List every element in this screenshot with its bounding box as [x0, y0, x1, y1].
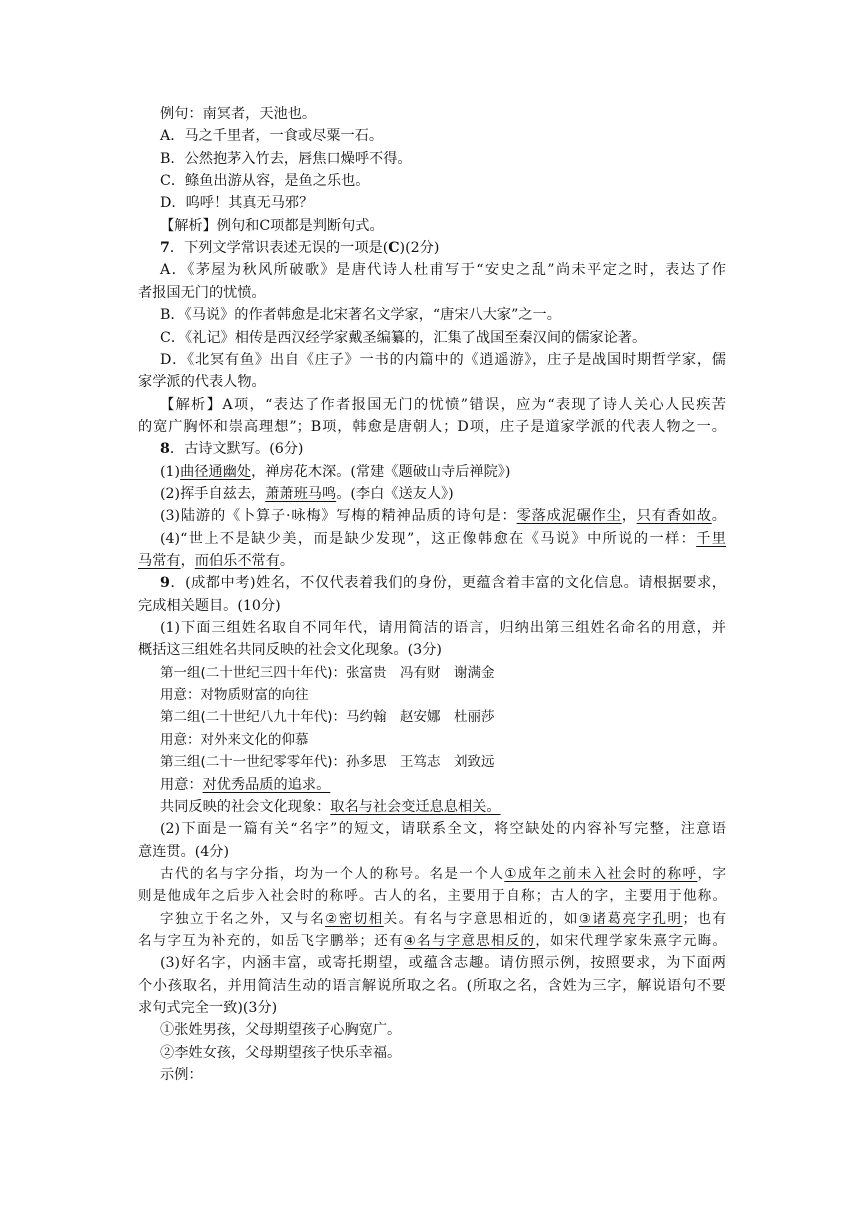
- text-line: [138, 282, 726, 304]
- text-line: [160, 125, 726, 147]
- text-segment: 则是他成年之后步入社会时的称呼。古人的名，主要用于自称；古人的字，主要用于他称。: [138, 888, 726, 905]
- text-line: [160, 148, 726, 170]
- text-line: [160, 483, 726, 505]
- text-segment: 个小孩取名，并用简洁生动的语言解说所取之名。(所取之名，含姓为三字，解说语句不要: [138, 977, 726, 994]
- text-line: [138, 841, 726, 863]
- text-line: [160, 103, 726, 125]
- text-line: [160, 259, 726, 281]
- text-line: [160, 1064, 726, 1086]
- text-line: [160, 796, 726, 818]
- text-line: [160, 215, 726, 237]
- text-segment: ，禅房花木深。(常建《题破山寺后禅院》): [251, 463, 511, 480]
- text-segment: ①张姓男孩，父母期望孩子心胸宽广。: [160, 1022, 402, 1039]
- text-segment: 概括这三组姓名共同反映的社会文化现象。(3分): [138, 642, 442, 659]
- text-segment: 家学派的代表人物。: [138, 374, 266, 391]
- text-segment: 9: [160, 575, 170, 592]
- text-line: [138, 371, 726, 393]
- text-line: [138, 550, 726, 572]
- text-segment: C．鲦鱼出游从容，是鱼之乐也。: [160, 173, 370, 190]
- text-segment: 例句：南冥者，天池也。: [160, 106, 317, 122]
- text-segment: 。: [711, 508, 726, 525]
- text-line: [138, 997, 726, 1019]
- text-segment: ，: [180, 553, 195, 569]
- text-line: [160, 304, 726, 326]
- text-line: [160, 1019, 726, 1041]
- text-segment: 。: [279, 553, 295, 569]
- text-line: [138, 975, 726, 997]
- answer-text: 零落成泥碾作尘: [516, 508, 622, 525]
- text-segment: ．(成都中考)姓名，不仅代表着我们的身份，更蕴含着丰富的文化信息。请根据要求，: [169, 575, 726, 592]
- text-segment: ．古诗文默写。(6分): [169, 441, 304, 458]
- answer-text: 萧萧班马鸣: [265, 485, 337, 502]
- text-segment: 古代的名与字分指，均为一个人的称号。名是一个人: [160, 865, 505, 882]
- text-segment: A．《茅屋为秋风所破歌》是唐代诗人杜甫写于“安史之乱”尚未平定之时，表达了作: [160, 262, 726, 279]
- text-line: [138, 639, 726, 661]
- text-line: [160, 461, 726, 483]
- text-line: [160, 617, 726, 639]
- text-line: [160, 774, 726, 796]
- text-segment: )(2分): [399, 240, 440, 257]
- text-line: [160, 237, 726, 259]
- text-line: [160, 818, 726, 840]
- answer-text: ②密切相: [325, 910, 384, 927]
- text-segment: D．呜呼！其真无马邪？: [160, 195, 314, 212]
- text-line: [138, 416, 726, 438]
- answer-text: 而伯乐不常有: [194, 553, 280, 569]
- text-line: [160, 729, 726, 751]
- text-segment: (1): [160, 463, 181, 480]
- text-line: [160, 572, 726, 594]
- text-line: [160, 952, 726, 974]
- answer-text: ④名与字意思相反的: [403, 932, 536, 949]
- text-segment: 共同反映的社会文化现象：: [160, 798, 331, 815]
- text-segment: 关。有名与字意思相近的，如: [383, 910, 579, 927]
- text-segment: ；也有: [682, 910, 727, 927]
- answer-text: ③诸葛亮字孔明: [578, 910, 683, 927]
- text-line: [160, 349, 726, 371]
- text-segment: 【解析】例句和C项都是判断句式。: [160, 217, 384, 234]
- text-segment: 第三组(二十一世纪零零年代)：孙多思 王笃志 刘致远: [160, 754, 495, 771]
- answer-text: 千里: [696, 530, 726, 547]
- text-segment: 用意：对物质财富的向往: [160, 687, 309, 704]
- text-line: [160, 438, 726, 460]
- text-segment: A．马之千里者，一食或尽粟一石。: [160, 128, 384, 145]
- text-line: [138, 885, 726, 907]
- text-line: [138, 595, 726, 617]
- answer-text: 只有香如故: [636, 508, 712, 525]
- text-segment: 意连贯。(4分): [138, 843, 230, 860]
- text-segment: ．下列文学常识表述无误的一项是(: [169, 240, 389, 257]
- text-line: [160, 662, 726, 684]
- text-segment: ②李姓女孩，父母期望孩子快乐幸福。: [160, 1044, 402, 1061]
- text-segment: B．公然抱茅入竹去，唇焦口燥呼不得。: [160, 150, 412, 167]
- answer-text: 马常有: [138, 553, 181, 569]
- text-segment: (3)好名字，内涵丰富，或寄托期望，或蕴含志趣。请仿照示例，按照要求，为下面两: [160, 955, 726, 972]
- text-line: [160, 528, 726, 550]
- text-segment: 8: [160, 441, 170, 458]
- text-line: [160, 327, 726, 349]
- text-segment: D．《北冥有鱼》出自《庄子》一书的内篇中的《逍遥游》，庄子是战国时期哲学家，儒: [160, 351, 726, 368]
- text-segment: 【解析】A项，“表达了作者报国无门的忧愤”错误，应为“表现了诗人关心人民疾苦: [160, 396, 726, 413]
- text-segment: 第一组(二十世纪三四十年代)：张富贵 冯有财 谢满金: [160, 664, 495, 681]
- text-line: [160, 863, 726, 885]
- text-segment: B．《马说》的作者韩愈是北宋著名文学家，“唐宋八大家”之一。: [160, 307, 561, 324]
- text-line: [160, 394, 726, 416]
- text-line: [160, 908, 726, 930]
- text-segment: 字独立于名之外，又与名: [160, 910, 326, 927]
- text-segment: (1)下面三组姓名取自不同年代，请用简洁的语言，归纳出第三组姓名命名的用意，并: [160, 620, 726, 637]
- text-line: [160, 192, 726, 214]
- text-segment: ，字: [697, 865, 727, 882]
- text-segment: 的宽广胸怀和崇高理想”；B项，韩愈是唐朝人；D项，庄子是道家学派的代表人物之一。: [138, 418, 726, 435]
- text-segment: 求句式完全一致)(3分): [138, 1000, 278, 1016]
- text-segment: (3)陆游的《卜算子·咏梅》写梅的精神品质的诗句是：: [160, 508, 517, 525]
- text-segment: ，: [621, 508, 637, 525]
- text-line: [160, 684, 726, 706]
- text-segment: (4)“世上不是缺少美，而是缺少发现”，这正像韩愈在《马说》中所说的一样：: [160, 530, 697, 547]
- text-line: [160, 505, 726, 527]
- text-segment: 完成相关题目。(10分): [138, 597, 281, 614]
- text-line: [160, 706, 726, 728]
- text-segment: C．《礼记》相传是西汉经学家戴圣编纂的，汇集了战国至秦汉间的儒家论著。: [160, 329, 647, 346]
- text-segment: (2)挥手自兹去，: [160, 485, 266, 502]
- text-segment: 第二组(二十世纪八九十年代)：马约翰 赵安娜 杜丽莎: [160, 709, 495, 726]
- answer-text: 对优秀品质的追求。: [202, 776, 331, 793]
- text-segment: 者报国无门的忧愤。: [138, 284, 266, 301]
- text-segment: 名与字互为补充的，如岳飞字鹏举；还有: [138, 932, 404, 949]
- text-line: [160, 170, 726, 192]
- answer-text: 取名与社会变迁息息相关。: [330, 798, 501, 815]
- text-line: [138, 930, 726, 952]
- text-segment: 7: [160, 240, 170, 257]
- text-segment: 。(李白《送友人》): [336, 485, 454, 502]
- answer-text: ①成年之前未入社会时的称呼: [504, 865, 698, 882]
- text-segment: (2)下面是一篇有关“名字”的短文，请联系全文，将空缺处的内容补写完整，注意语: [160, 821, 726, 838]
- text-segment: 用意：对外来文化的仰慕: [160, 731, 309, 748]
- text-line: [160, 751, 726, 773]
- text-segment: C: [388, 240, 400, 257]
- text-segment: 用意：: [160, 776, 203, 793]
- answer-text: 曲径通幽处: [180, 463, 252, 480]
- text-line: [160, 1042, 726, 1064]
- text-segment: ，如宋代理学家朱熹字元晦。: [535, 932, 727, 949]
- text-segment: 示例：: [160, 1067, 203, 1084]
